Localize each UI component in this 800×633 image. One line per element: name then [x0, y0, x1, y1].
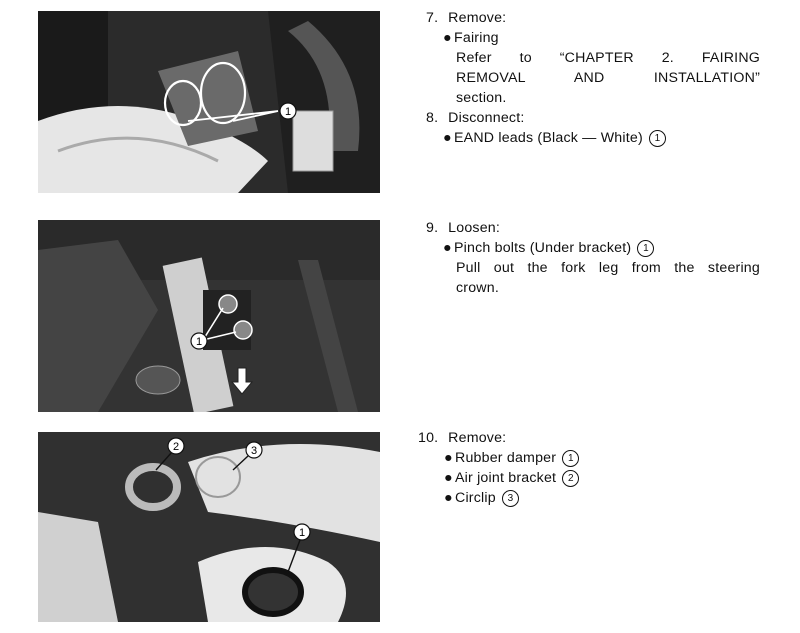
step-number: 10.	[418, 430, 439, 446]
item-text: Rubber damper	[455, 450, 557, 466]
step-9	[426, 218, 760, 298]
step-7	[426, 8, 760, 108]
item-text: EAND leads (Black — White)	[454, 130, 643, 146]
list-item	[426, 28, 760, 48]
note-line: Pull out the fork leg from the steering	[456, 260, 760, 276]
photo-callout-2: 2	[172, 441, 180, 453]
note-line: REMOVAL AND INSTALLATION”	[456, 70, 760, 86]
photo-callout-1: 1	[284, 106, 292, 118]
list-item	[418, 468, 752, 488]
step-number: 7.	[426, 10, 439, 26]
photo-rubber-damper	[38, 432, 380, 622]
step-10	[418, 428, 752, 508]
step-number: 9.	[426, 220, 439, 236]
bullet-icon: ●	[443, 240, 452, 256]
bullet-icon: ●	[443, 30, 452, 46]
item-text: Fairing	[454, 30, 499, 46]
note-line: section.	[456, 90, 507, 106]
step-number: 8.	[426, 110, 439, 126]
item-text: Pinch bolts (Under bracket)	[454, 240, 632, 256]
callout-marker: 1	[637, 240, 654, 257]
step-action: Loosen:	[448, 220, 501, 236]
photo-eand-leads	[38, 11, 380, 193]
step-heading	[426, 108, 760, 128]
step-heading	[418, 428, 752, 448]
note-line: Refer to “CHAPTER 2. FAIRING	[456, 50, 760, 66]
list-item	[426, 128, 760, 148]
list-item	[418, 448, 752, 468]
step-heading	[426, 8, 760, 28]
bullet-icon: ●	[443, 130, 452, 146]
step-heading	[426, 218, 760, 238]
item-text: Air joint bracket	[455, 470, 557, 486]
note-line: crown.	[456, 280, 499, 296]
bullet-icon: ●	[444, 450, 453, 466]
photo-callout-3: 3	[250, 445, 258, 457]
list-item	[426, 238, 760, 258]
callout-marker: 1	[649, 130, 666, 147]
step-action: Remove:	[448, 10, 507, 26]
step-8	[426, 108, 760, 148]
step-action: Remove:	[448, 430, 507, 446]
list-item	[418, 488, 752, 508]
bullet-icon: ●	[444, 490, 453, 506]
callout-marker: 1	[562, 450, 579, 467]
step-action: Disconnect:	[448, 110, 525, 126]
callout-marker: 2	[562, 470, 579, 487]
item-text: Circlip	[455, 490, 496, 506]
bullet-icon: ●	[444, 470, 453, 486]
callout-marker: 3	[502, 490, 519, 507]
photo-callout-1: 1	[298, 527, 306, 539]
photo-pinch-bolts	[38, 220, 380, 412]
photo-callout-1: 1	[195, 336, 203, 348]
